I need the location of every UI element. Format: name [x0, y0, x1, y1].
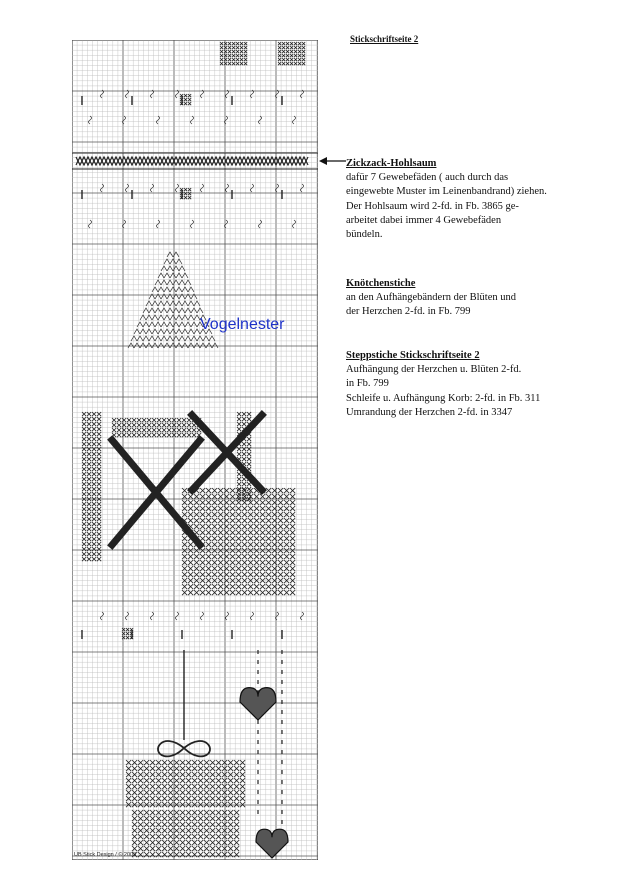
page-title: Stickschriftseite 2: [350, 34, 419, 44]
section-title: Steppstiche Stickschriftseite 2: [346, 350, 480, 361]
legend-section-steppstiche: [346, 349, 616, 420]
section-line: Der Hohlsaum wird 2-fd. in Fb. 3865 ge-: [346, 200, 519, 212]
legend-section-knoetchen: [346, 277, 616, 320]
section-title: Knötchenstiche: [346, 278, 416, 289]
legend-section-zickzack: [346, 157, 616, 242]
arrow-left-icon: [318, 155, 348, 167]
section-line: in Fb. 799: [346, 378, 389, 390]
section-line: der Herzchen 2-fd. in Fb. 799: [346, 306, 471, 318]
chart-overlay-label: Vogelnester: [200, 316, 285, 333]
section-line: dafür 7 Gewebefäden ( auch durch das: [346, 172, 509, 184]
section-line: Aufhängung der Herzchen u. Blüten 2-fd.: [346, 364, 522, 376]
section-line: eingewebte Muster im Leinenbandrand) ziehen.: [346, 186, 547, 198]
section-line: Umrandung der Herzchen 2-fd. in 3347: [346, 406, 513, 418]
section-line: an den Aufhängebändern der Blüten und: [346, 292, 516, 304]
section-line: arbeitet dabei immer 4 Gewebefäden: [346, 214, 502, 226]
section-line: Schleife u. Aufhängung Korb: 2-fd. in Fb. 311: [346, 392, 541, 404]
section-title: Zickzack-Hohlsaum: [346, 158, 437, 169]
cross-stitch-chart: [72, 40, 318, 860]
section-line: bündeln.: [346, 229, 383, 241]
chart-credit: UB Stick Design / © 2003: [74, 852, 137, 858]
